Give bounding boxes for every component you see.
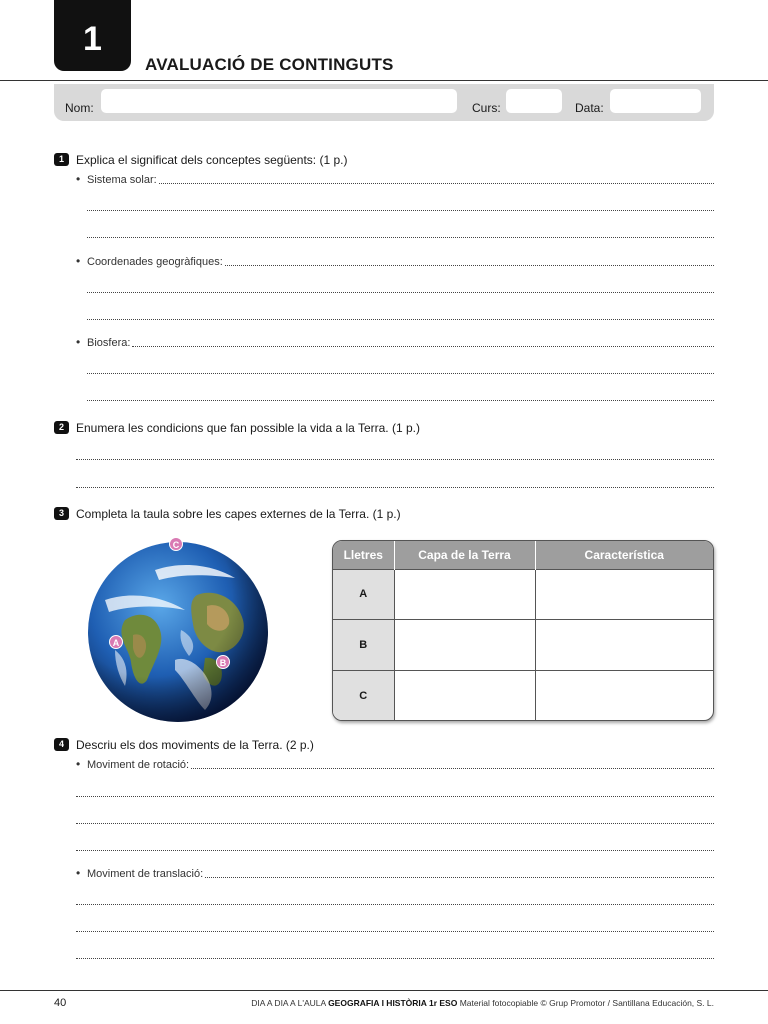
answer-line[interactable] [76, 459, 714, 460]
table-row [333, 620, 713, 671]
table-row [333, 671, 713, 720]
bottom-divider [0, 990, 768, 991]
date-field[interactable] [610, 89, 701, 113]
question-number: 3 [54, 507, 69, 520]
layer-cell[interactable] [394, 620, 535, 671]
page-number: 40 [54, 997, 67, 1009]
dotted-fill [225, 265, 714, 266]
answer-line[interactable] [76, 796, 714, 797]
dotted-fill [159, 183, 714, 184]
bullet-label: Coordenades geogràfiques: [87, 256, 223, 268]
bullet-label: Biosfera: [87, 337, 131, 349]
answer-line[interactable] [87, 400, 714, 401]
dotted-fill [205, 877, 714, 878]
feature-cell[interactable] [535, 620, 713, 671]
answer-line[interactable] [76, 335, 714, 349]
dotted-fill [191, 768, 714, 769]
top-divider [0, 80, 768, 81]
answer-line[interactable] [76, 172, 714, 186]
answer-line[interactable] [87, 319, 714, 320]
bullet: • [76, 254, 81, 268]
question-number: 1 [54, 153, 69, 166]
question-number: 2 [54, 421, 69, 434]
answer-line[interactable] [76, 823, 714, 824]
course-field[interactable] [506, 89, 562, 113]
feature-cell[interactable] [535, 569, 713, 620]
question-number: 4 [54, 738, 69, 751]
bullet-label: Moviment de translació: [87, 868, 204, 880]
question-text: Explica el significat dels conceptes següents: (1 p.) [76, 153, 348, 167]
bullet: • [76, 172, 81, 186]
name-label: Nom: [65, 101, 94, 115]
layer-cell[interactable] [394, 671, 535, 720]
page-title: AVALUACIÓ DE CONTINGUTS [145, 55, 394, 74]
bullet-label: Sistema solar: [87, 174, 157, 186]
table-row [333, 569, 713, 620]
marker-c: C [169, 537, 183, 551]
answer-line[interactable] [76, 958, 714, 959]
answer-line[interactable] [87, 373, 714, 374]
answer-line[interactable] [76, 487, 714, 488]
answer-line[interactable] [76, 850, 714, 851]
course-label: Curs: [472, 101, 501, 115]
marker-b: B [216, 655, 230, 669]
answer-line[interactable] [76, 757, 714, 771]
answer-line[interactable] [87, 237, 714, 238]
question-text: Descriu els dos moviments de la Terra. (2 p.) [76, 738, 314, 752]
feature-cell[interactable] [535, 671, 713, 720]
answer-line[interactable] [76, 866, 714, 880]
question-text: Completa la taula sobre les capes externes de la Terra. (1 p.) [76, 507, 401, 521]
bullet: • [76, 866, 81, 880]
student-info-bar [54, 84, 714, 121]
date-label: Data: [575, 101, 604, 115]
table-header: Capa de la Terra [394, 541, 535, 569]
earth-layers-table [332, 540, 714, 721]
layer-cell[interactable] [394, 569, 535, 620]
unit-number-tab: 1 [54, 0, 131, 71]
dotted-fill [132, 346, 714, 347]
answer-line[interactable] [87, 292, 714, 293]
table-header: Lletres [333, 541, 394, 569]
answer-line[interactable] [87, 210, 714, 211]
row-letter: B [333, 620, 394, 671]
row-letter: C [333, 671, 394, 720]
footer-subject: GEOGRAFIA I HISTÒRIA 1r ESO [328, 998, 458, 1008]
footer-copyright: Material fotocopiable © Grup Promotor / Santillana Educación, S. L. [459, 998, 714, 1008]
footer-series: DIA A DIA A L'AULA [251, 998, 326, 1008]
bullet: • [76, 757, 81, 771]
answer-line[interactable] [76, 904, 714, 905]
bullet: • [76, 335, 81, 349]
earth-globe-image [85, 540, 271, 724]
answer-line[interactable] [76, 254, 714, 268]
table-header: Característica [535, 541, 713, 569]
marker-a: A [109, 635, 123, 649]
question-text: Enumera les condicions que fan possible la vida a la Terra. (1 p.) [76, 421, 420, 435]
name-field[interactable] [101, 89, 457, 113]
row-letter: A [333, 569, 394, 620]
earth-globe-icon [85, 540, 271, 724]
footer-credits [251, 998, 714, 1008]
answer-line[interactable] [76, 931, 714, 932]
bullet-label: Moviment de rotació: [87, 759, 190, 771]
